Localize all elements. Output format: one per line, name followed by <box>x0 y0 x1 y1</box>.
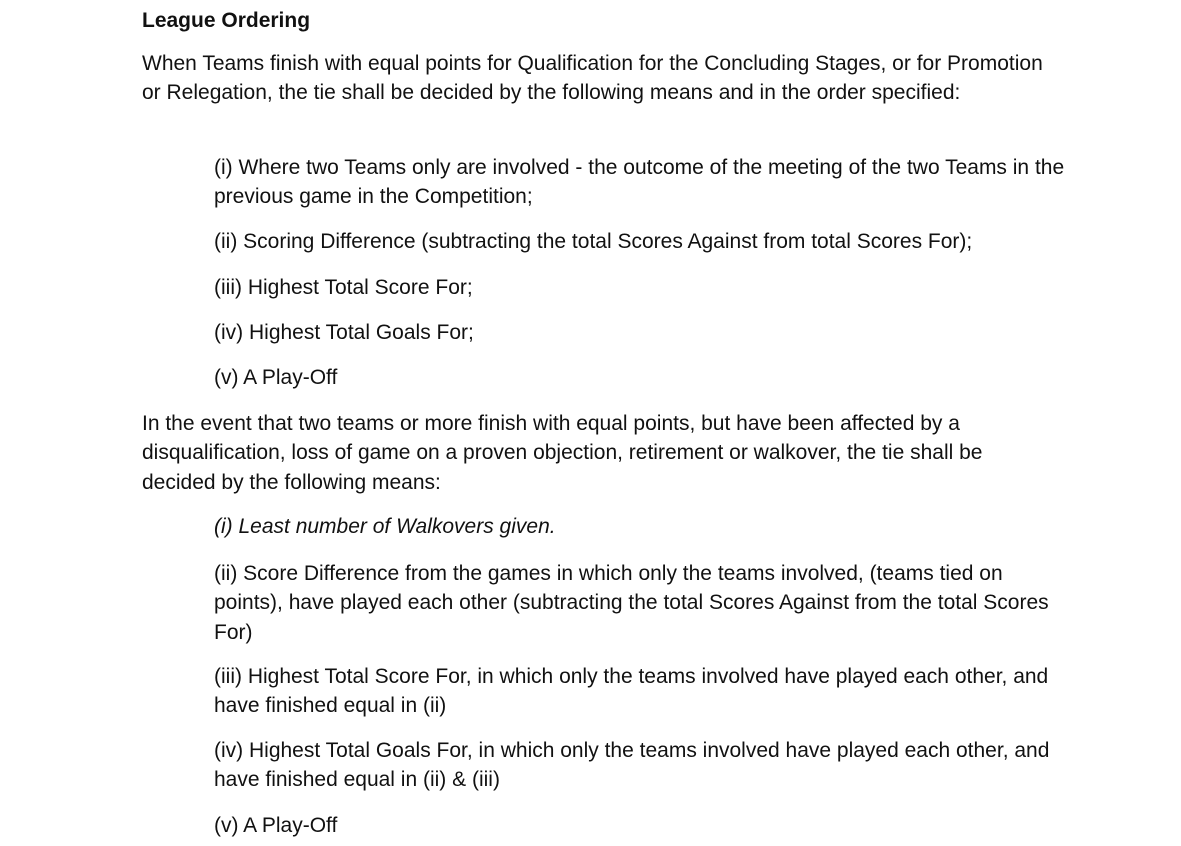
second-list-item-4: (iv) Highest Total Goals For, in which only the teams involved have played each other, and have finished equal in (ii) & (iii) <box>214 739 1050 792</box>
second-list-item-2: (ii) Score Difference from the games in which only the teams involved, (teams tied on points), have played each other (subtracting the total Scores Against from the total Scores For) <box>214 562 1049 644</box>
section-heading: League Ordering <box>142 9 311 32</box>
second-list-item-5: (v) A Play-Off <box>214 814 338 837</box>
first-list-item-3: (iii) Highest Total Score For; <box>214 276 473 299</box>
first-list-item-4: (iv) Highest Total Goals For; <box>214 321 474 344</box>
first-list-item-1: (i) Where two Teams only are involved - the outcome of the meeting of the two Teams in the previous game in the Competition; <box>214 156 1065 209</box>
first-list-item-5: (v) A Play-Off <box>214 366 338 389</box>
first-list-item-2: (ii) Scoring Difference (subtracting the total Scores Against from total Scores For); <box>214 230 973 253</box>
second-list-item-1: (i) Least number of Walkovers given. <box>214 515 556 538</box>
second-intro-paragraph: In the event that two teams or more finish with equal points, but have been affected by a disqualification, loss of game on a proven objection, retirement or walkover, the tie shall be decided by the following means: <box>142 412 983 494</box>
second-list-item-3: (iii) Highest Total Score For, in which only the teams involved have played each other, and have finished equal in (ii) <box>214 665 1049 718</box>
intro-paragraph: When Teams finish with equal points for Qualification for the Concluding Stages, or for Promotion or Relegation, the tie shall be decided by the following means and in the order specified: <box>142 52 1043 105</box>
